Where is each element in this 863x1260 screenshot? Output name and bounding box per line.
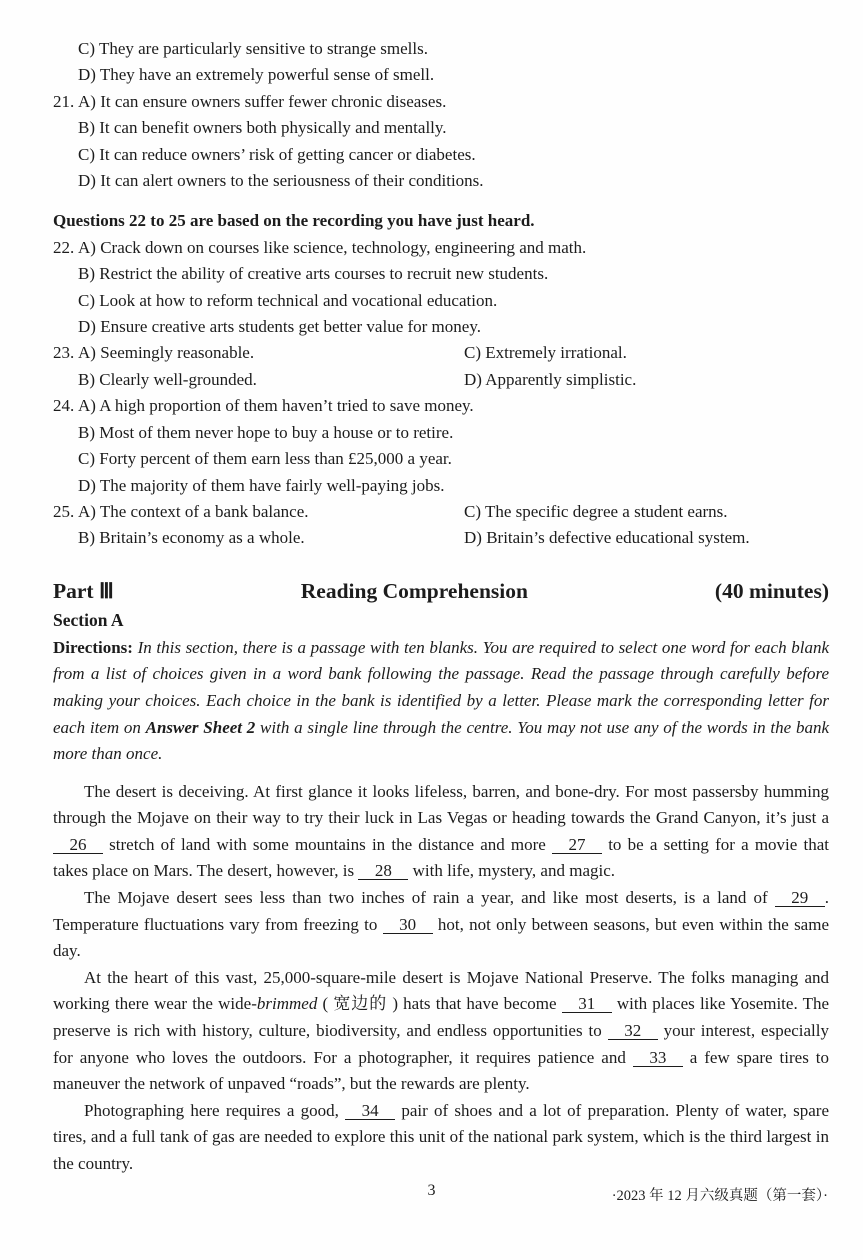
option-text: A) The context of a bank balance. bbox=[78, 501, 309, 521]
blank-26: 26 bbox=[53, 836, 103, 854]
option-text: D) The majority of them have fairly well-paying jobs. bbox=[78, 475, 445, 495]
question-number: 22. bbox=[53, 237, 75, 257]
options-block-20-21 bbox=[53, 36, 829, 194]
option-text: C) They are particularly sensitive to strange smells. bbox=[78, 39, 428, 58]
option-row bbox=[53, 235, 829, 261]
option-row bbox=[53, 473, 829, 499]
page-number: 3 bbox=[427, 1182, 436, 1199]
option-row bbox=[53, 420, 829, 446]
blank-27: 27 bbox=[552, 836, 602, 854]
option-row bbox=[53, 62, 829, 88]
options-block-22-25 bbox=[53, 235, 829, 552]
option-text: B) Most of them never hope to buy a house or to retire. bbox=[78, 422, 454, 442]
question-number: 24. bbox=[53, 396, 75, 416]
question-number: 25. bbox=[53, 501, 75, 521]
blank-31: 31 bbox=[562, 995, 612, 1013]
option-text: D) They have an extremely powerful sense of smell. bbox=[78, 65, 435, 85]
blank-28: 28 bbox=[358, 862, 408, 880]
option-text: D) Apparently simplistic. bbox=[464, 369, 637, 389]
question-number: 21. bbox=[53, 91, 75, 111]
option-row bbox=[53, 499, 829, 525]
passage-paragraph: The desert is deceiving. At first glance it looks lifeless, barren, and bone-dry. For most passersby humming through the Mojave on their way to try their luck in Las Vegas or heading towards the Grand Canyon, it’s just a 26 stretch of land with some mountains in the distance and more 27 to be a setting for a movie that takes place on Mars. The desert, however, is 28 with life, mystery, and magic. bbox=[53, 781, 829, 881]
section-a-heading: Section A bbox=[53, 609, 124, 630]
option-text: B) Restrict the ability of creative arts courses to recruit new students. bbox=[78, 264, 549, 284]
option-text: A) It can ensure owners suffer fewer chronic diseases. bbox=[78, 91, 447, 111]
option-row bbox=[53, 340, 829, 366]
part-time: (40 minutes) bbox=[714, 578, 829, 603]
option-text: B) It can benefit owners both physically and mentally. bbox=[78, 118, 447, 138]
passage-paragraph: Photographing here requires a good, 34 pair of shoes and a lot of preparation. Plenty of water, spare tires, and a full tank of gas are needed to explore this unit of the national park system, which is the third largest in the country. bbox=[53, 1100, 829, 1173]
blank-29: 29 bbox=[775, 889, 825, 907]
part-title: Reading Comprehension bbox=[300, 578, 528, 603]
option-row bbox=[53, 393, 829, 419]
option-text: A) Seemingly reasonable. bbox=[78, 343, 255, 363]
option-row bbox=[53, 36, 829, 62]
option-row bbox=[53, 446, 829, 472]
option-text: C) Look at how to reform technical and vocational education. bbox=[78, 290, 498, 310]
blank-33: 33 bbox=[633, 1049, 683, 1067]
option-text: A) A high proportion of them haven’t tried to save money. bbox=[78, 396, 474, 416]
part-header bbox=[53, 576, 829, 606]
option-text: B) Clearly well-grounded. bbox=[78, 369, 257, 389]
option-text: C) The specific degree a student earns. bbox=[464, 501, 728, 521]
page-footer bbox=[35, 1182, 828, 1208]
option-row bbox=[53, 288, 829, 314]
page-content bbox=[53, 36, 829, 1178]
option-text: C) Extremely irrational. bbox=[464, 343, 627, 363]
option-text: D) Ensure creative arts students get better value for money. bbox=[78, 317, 481, 337]
option-text: A) Crack down on courses like science, technology, engineering and math. bbox=[78, 237, 587, 257]
directions-paragraph: Directions: In this section, there is a passage with ten blanks. You are required to select one word for each blank from a list of choices given in a word bank following the passage. Read the passage through carefully before making your choices. Each choice in the bank is identified by a letter. Please mark the corresponding letter for each item on Answer Sheet 2 with a single line through the centre. You may not use any of the words in the bank more than once. bbox=[53, 637, 830, 764]
blank-30: 30 bbox=[383, 916, 433, 934]
option-row bbox=[53, 89, 829, 115]
option-text: D) Britain’s defective educational system. bbox=[464, 528, 750, 548]
option-text: C) It can reduce owners’ risk of getting cancer or diabetes. bbox=[78, 144, 476, 164]
option-text: B) Britain’s economy as a whole. bbox=[78, 528, 305, 548]
passage-paragraph: At the heart of this vast, 25,000-square-mile desert is Mojave National Preserve. The folks managing and working there wear the wide-brimmed ( 宽边的 ) hats that have become 31 with places like Yosemite. The preserve is rich with history, culture, biodiversity, and endless opportunities to 32 your interest, especially for anyone who loves the outdoors. For a photographer, it requires patience and 33 a few spare tires to maneuver the network of unpaved “roads”, but the rewards are plenty. bbox=[53, 967, 830, 1094]
option-row bbox=[53, 525, 829, 551]
passage-paragraph: The Mojave desert sees less than two inches of rain a year, and like most deserts, is a land of 29 . Temperature fluctuations vary from freezing to 30 hot, not only between seasons, but even within the same day. bbox=[53, 888, 829, 961]
option-row bbox=[53, 314, 829, 340]
questions-22-25-heading: Questions 22 to 25 are based on the recording you have just heard. bbox=[53, 211, 535, 231]
option-row bbox=[53, 367, 829, 393]
option-row bbox=[53, 261, 829, 287]
question-number: 23. bbox=[53, 343, 75, 363]
option-text: D) It can alert owners to the seriousness of their conditions. bbox=[78, 171, 484, 191]
blank-32: 32 bbox=[608, 1022, 658, 1040]
blank-34: 34 bbox=[345, 1102, 395, 1120]
option-row bbox=[53, 142, 829, 168]
source-label: ·2023 年 12 月六级真题（第一套）· bbox=[611, 1188, 828, 1204]
cloze-passage bbox=[53, 779, 829, 1178]
option-row bbox=[53, 168, 829, 194]
option-row bbox=[53, 115, 829, 141]
part-label: Part Ⅲ bbox=[53, 578, 114, 603]
option-text: C) Forty percent of them earn less than £25,000 a year. bbox=[78, 449, 452, 469]
listening-options-section bbox=[53, 36, 829, 552]
